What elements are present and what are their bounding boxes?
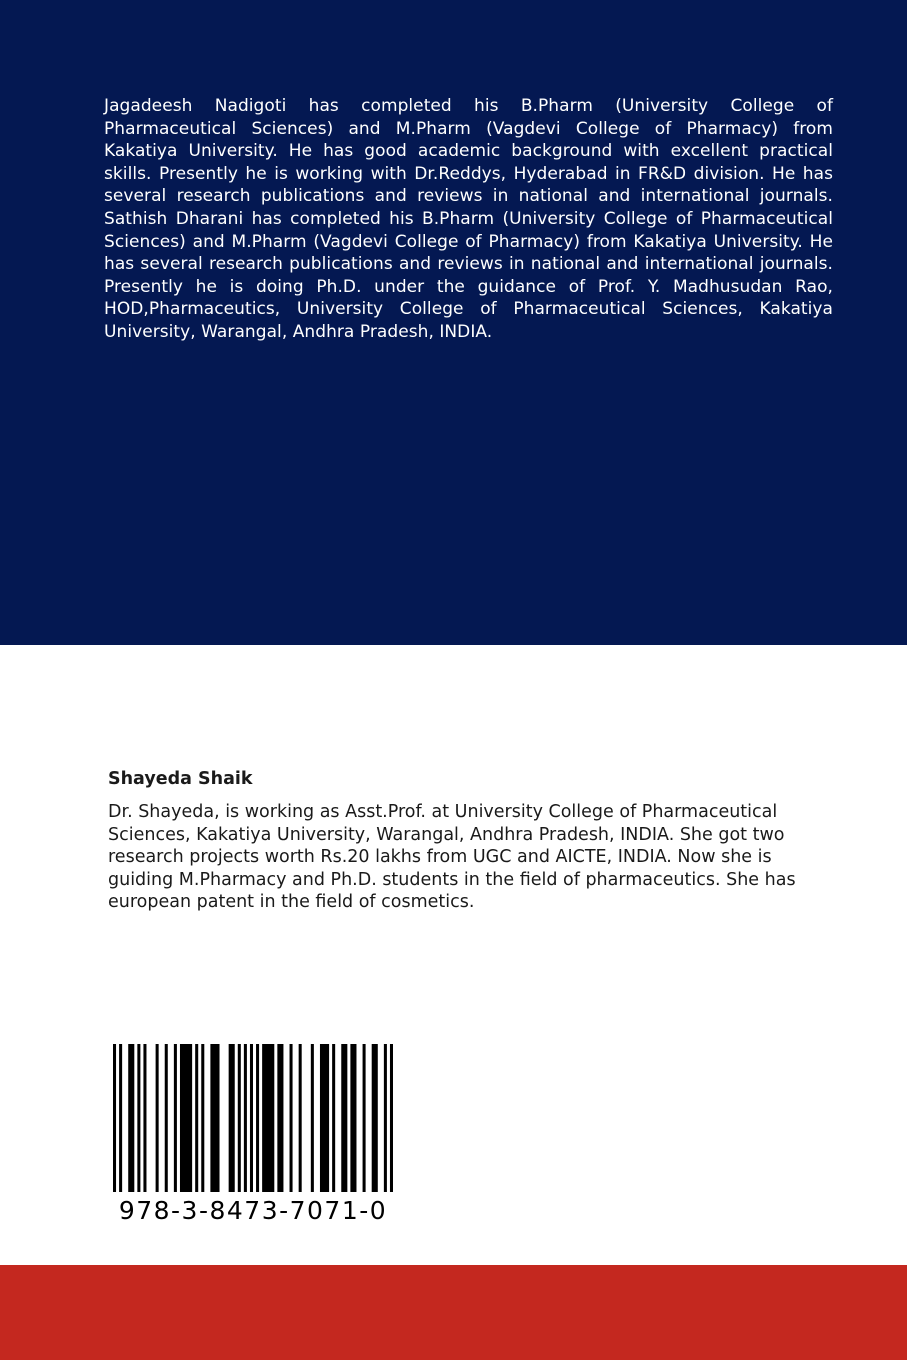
author-section xyxy=(108,768,838,914)
barcode-bar xyxy=(250,1044,253,1192)
bottom-red-band xyxy=(0,1265,907,1360)
barcode-bar xyxy=(201,1044,204,1192)
barcode-bar xyxy=(238,1044,241,1192)
barcode-bar xyxy=(372,1044,378,1192)
barcode-bar xyxy=(229,1044,235,1192)
barcode-bar xyxy=(384,1044,387,1192)
barcode-bar xyxy=(156,1044,159,1192)
barcode-bar xyxy=(165,1044,168,1192)
barcode-bar xyxy=(143,1044,146,1192)
barcode-bar xyxy=(137,1044,140,1192)
barcode-bar xyxy=(128,1044,134,1192)
barcode-bar xyxy=(390,1044,393,1192)
barcode-bar xyxy=(311,1044,314,1192)
barcode-bar xyxy=(350,1044,356,1192)
isbn-barcode xyxy=(108,1044,398,1234)
barcode-bar xyxy=(256,1044,259,1192)
barcode-bar xyxy=(363,1044,366,1192)
barcode-bar xyxy=(113,1044,116,1192)
barcode-bar xyxy=(244,1044,247,1192)
isbn-number: 978-3-8473-7071-0 xyxy=(118,1196,388,1225)
barcode-bar xyxy=(341,1044,347,1192)
barcode-bar xyxy=(290,1044,293,1192)
barcode-bar xyxy=(180,1044,192,1192)
barcode-icon xyxy=(113,1044,393,1192)
barcode-bar xyxy=(174,1044,177,1192)
barcode-bar xyxy=(332,1044,335,1192)
barcode-bar xyxy=(320,1044,329,1192)
barcode-bar xyxy=(262,1044,274,1192)
top-navy-panel xyxy=(0,0,907,645)
book-blurb: Jagadeesh Nadigoti has completed his B.Pharm (University College of Pharmaceutical Sciences) and M.Pharm (Vagdevi College of Pharmacy) from Kakatiya University. He has good academic background with excellent practical skills. Presently he is working with Dr.Reddys, Hyderabad in FR&D division. He has several research publications and reviews in national and international journals. Sathish Dharani has completed his B.Pharm (University College of Pharmaceutical Sciences) and M.Pharm (Vagdevi College of Pharmacy) from Kakatiya University. He has several research publications and reviews in national and international journals. Presently he is doing Ph.D. under the guidance of Prof. Y. Madhusudan Rao, HOD,Pharmaceutics, University College of Pharmaceutical Sciences, Kakatiya University, Warangal, Andhra Pradesh, INDIA. xyxy=(104,96,833,342)
barcode-bar xyxy=(195,1044,198,1192)
author-bio: Dr. Shayeda, is working as Asst.Prof. at University College of Pharmaceutical Sciences, Kakatiya University, Warangal, Andhra Pradesh, INDIA. She got two research projects worth Rs.20 lakhs from UGC and AICTE, INDIA. Now she is guiding M.Pharmacy and Ph.D. students in the field of pharmaceutics. She has european patent in the field of cosmetics. xyxy=(108,802,796,913)
author-name: Shayeda Shaik xyxy=(108,769,253,789)
barcode-bar xyxy=(210,1044,219,1192)
barcode-bar xyxy=(119,1044,122,1192)
barcode-bar xyxy=(299,1044,302,1192)
barcode-bar xyxy=(277,1044,283,1192)
